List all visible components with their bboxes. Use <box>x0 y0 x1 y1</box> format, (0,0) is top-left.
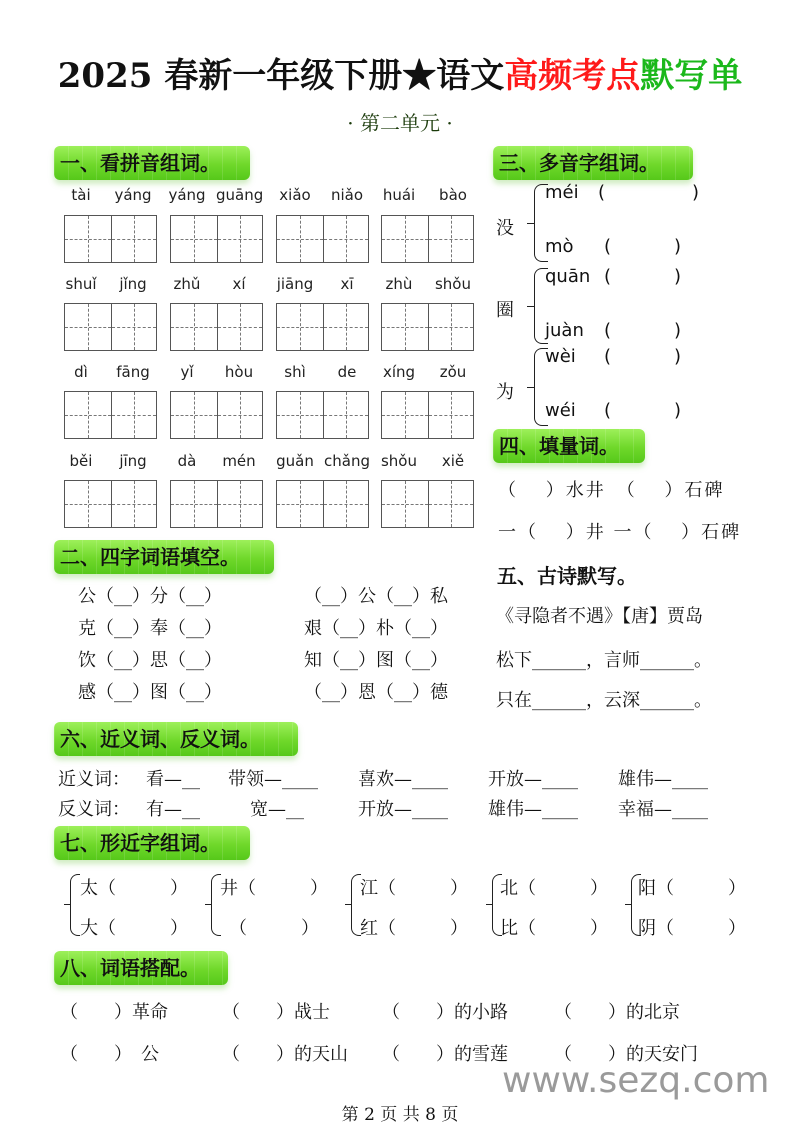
idiom-fill-item[interactable]: 公（__）分（__） <box>78 586 222 607</box>
title-main: 2025 春新一年级下册★语文 <box>57 56 505 96</box>
pinyin: niǎo <box>330 186 364 204</box>
synonym-item[interactable]: 开放—____ <box>488 769 578 790</box>
pinyin-row-3 <box>64 363 476 385</box>
poem-line[interactable]: 只在______，云深______。 <box>496 690 712 711</box>
measure-word-line[interactable]: （ ）水井 （ ）石碑 <box>498 480 725 501</box>
pinyin: de <box>337 363 357 381</box>
similar-char-item[interactable]: 大（ ） <box>80 918 188 939</box>
similar-char-item[interactable]: （ ） <box>220 918 319 939</box>
writing-box[interactable] <box>170 480 263 528</box>
section-2-heading: 二、四字词语填空。 <box>54 540 274 574</box>
section-6-heading: 六、近义词、反义词。 <box>54 722 298 756</box>
paren-open[interactable]: ( <box>604 236 612 257</box>
antonym-item[interactable]: 宽—__ <box>250 799 304 820</box>
brace-tip-icon <box>625 904 632 905</box>
reading: quān <box>545 266 591 287</box>
pinyin: tài <box>71 186 91 204</box>
pinyin: huái <box>382 186 416 204</box>
writing-box[interactable] <box>381 391 474 439</box>
polyphone-char: 为 <box>496 382 514 403</box>
idiom-fill-item[interactable]: 艰（__）朴（__） <box>304 618 448 639</box>
reading: wéi <box>545 400 576 421</box>
writing-box[interactable] <box>170 391 263 439</box>
pinyin: běi <box>69 452 93 470</box>
similar-char-item[interactable]: 比（ ） <box>500 918 608 939</box>
brace-icon <box>70 874 80 936</box>
pinyin: yǐ <box>180 363 194 381</box>
pinyin: yáng <box>168 186 206 204</box>
paren-close: ) <box>692 182 700 203</box>
paren-close: ) <box>674 320 682 341</box>
brace-tip-icon <box>527 306 535 307</box>
pinyin: jiāng <box>276 275 314 293</box>
synonym-item[interactable]: 雄伟—____ <box>618 769 708 790</box>
pinyin: chǎng <box>324 452 370 470</box>
page-title <box>0 48 800 97</box>
writing-box[interactable] <box>276 303 369 351</box>
similar-char-item[interactable]: 太（ ） <box>80 878 188 899</box>
paren-open[interactable]: ( <box>598 182 606 203</box>
paren-close: ) <box>674 236 682 257</box>
brace-tip-icon <box>486 904 493 905</box>
pinyin: jǐng <box>119 275 147 293</box>
pinyin-row-4 <box>64 452 476 474</box>
word-match-item[interactable]: （ ） 公 <box>60 1044 159 1065</box>
pinyin: xí <box>232 275 246 293</box>
section-3-heading: 三、多音字组词。 <box>493 146 693 180</box>
similar-char-item[interactable]: 江（ ） <box>360 878 468 899</box>
writing-box[interactable] <box>381 215 474 263</box>
antonym-item[interactable]: 幸福—____ <box>618 799 708 820</box>
brace-tip-icon <box>527 387 535 388</box>
word-match-item[interactable]: （ ）的小路 <box>382 1002 508 1023</box>
synonym-item[interactable]: 带领—____ <box>228 769 318 790</box>
pinyin: zhǔ <box>173 275 201 293</box>
pinyin: jīng <box>119 452 147 470</box>
writing-box[interactable] <box>276 391 369 439</box>
page-number: 第 2 页 共 8 页 <box>341 1105 459 1125</box>
word-match-item[interactable]: （ ）的雪莲 <box>382 1044 508 1065</box>
pinyin: guǎn <box>276 452 314 470</box>
paren-open[interactable]: ( <box>604 346 612 367</box>
similar-char-item[interactable]: 井（ ） <box>220 878 328 899</box>
pinyin: bào <box>439 186 467 204</box>
pinyin: xiǎo <box>279 186 311 204</box>
idiom-fill-item[interactable]: （__）公（__）私 <box>304 586 448 607</box>
synonym-item[interactable]: 看—__ <box>146 769 200 790</box>
word-match-item[interactable]: （ ）的天安门 <box>554 1044 698 1065</box>
writing-box[interactable] <box>64 480 157 528</box>
writing-box[interactable] <box>276 480 369 528</box>
brace-tip-icon <box>345 904 352 905</box>
pinyin-row-2 <box>64 275 476 297</box>
section-4-heading: 四、填量词。 <box>493 429 645 463</box>
paren-close: ) <box>674 400 682 421</box>
idiom-fill-item[interactable]: 感（__）图（__） <box>78 682 222 703</box>
unit-subtitle: · 第二单元 · <box>347 111 453 135</box>
pinyin: zhù <box>385 275 413 293</box>
idiom-fill-item[interactable]: （__）恩（__）德 <box>304 682 448 703</box>
pinyin: hòu <box>224 363 254 381</box>
synonym-label: 近义词： <box>58 769 130 790</box>
pinyin: zǒu <box>439 363 467 381</box>
writing-box[interactable] <box>64 303 157 351</box>
section-5-heading: 五、古诗默写。 <box>497 564 637 588</box>
similar-char-item[interactable]: 阳（ ） <box>638 878 746 899</box>
similar-char-item[interactable]: 北（ ） <box>500 878 608 899</box>
paren-close: ) <box>674 346 682 367</box>
reading: mò <box>545 236 574 257</box>
writing-box[interactable] <box>276 215 369 263</box>
writing-box[interactable] <box>64 391 157 439</box>
section-7-heading: 七、形近字组词。 <box>54 826 250 860</box>
poem-line[interactable]: 松下______，言师______。 <box>496 650 712 671</box>
paren-open[interactable]: ( <box>604 400 612 421</box>
word-match-item[interactable]: （ ）的天山 <box>222 1044 348 1065</box>
pinyin: guāng <box>216 186 264 204</box>
pinyin: xī <box>340 275 354 293</box>
section-1-heading: 一、看拼音组词。 <box>54 146 250 180</box>
writing-box[interactable] <box>381 303 474 351</box>
polyphone-char: 圈 <box>496 300 514 321</box>
antonym-item[interactable]: 开放—____ <box>358 799 448 820</box>
pinyin: shǒu <box>434 275 471 293</box>
writing-box[interactable] <box>170 215 263 263</box>
brace-tip-icon <box>205 904 212 905</box>
reading: juàn <box>545 320 584 341</box>
idiom-fill-item[interactable]: 知（__）图（__） <box>304 650 448 671</box>
pinyin: shuǐ <box>65 275 97 293</box>
pinyin: mén <box>222 452 256 470</box>
pinyin: shǒu <box>380 452 417 470</box>
paren-close: ) <box>674 266 682 287</box>
title-red-highlight: 高频考点 <box>504 56 641 96</box>
pinyin: dì <box>74 363 88 381</box>
measure-word-line[interactable]: 一（ ）井 一（ ）石碑 <box>498 522 742 543</box>
poem-title: 《寻隐者不遇》【唐】贾岛 <box>496 606 703 627</box>
pinyin: shì <box>284 363 306 381</box>
paren-open[interactable]: ( <box>604 266 612 287</box>
writing-box[interactable] <box>170 303 263 351</box>
antonym-label: 反义词： <box>58 799 130 820</box>
pinyin: fāng <box>116 363 150 381</box>
pinyin-row-1 <box>64 186 476 208</box>
brace-tip-icon <box>527 223 535 224</box>
similar-char-item[interactable]: 阴（ ） <box>638 918 746 939</box>
pinyin: yáng <box>114 186 152 204</box>
writing-box[interactable] <box>381 480 474 528</box>
word-match-item[interactable]: （ ）革命 <box>60 1002 168 1023</box>
antonym-item[interactable]: 雄伟—____ <box>488 799 578 820</box>
idiom-fill-item[interactable]: 饮（__）思（__） <box>78 650 222 671</box>
paren-open[interactable]: ( <box>604 320 612 341</box>
pinyin: dà <box>177 452 197 470</box>
synonym-item[interactable]: 喜欢—____ <box>358 769 448 790</box>
brace-tip-icon <box>64 904 71 905</box>
word-match-item[interactable]: （ ）战士 <box>222 1002 330 1023</box>
writing-box[interactable] <box>64 215 157 263</box>
reading: wèi <box>545 346 576 367</box>
idiom-fill-item[interactable]: 克（__）奉（__） <box>78 618 222 639</box>
title-green-highlight: 默写单 <box>640 56 743 96</box>
polyphone-char: 没 <box>496 218 514 239</box>
reading: méi <box>545 182 579 203</box>
pinyin: xiě <box>441 452 465 470</box>
antonym-item[interactable]: 有—__ <box>146 799 200 820</box>
similar-char-item[interactable]: 红（ ） <box>360 918 468 939</box>
pinyin: xíng <box>382 363 416 381</box>
word-match-item[interactable]: （ ）的北京 <box>554 1002 680 1023</box>
section-8-heading: 八、词语搭配。 <box>54 951 228 985</box>
watermark: www.sezq.com <box>502 1060 770 1101</box>
